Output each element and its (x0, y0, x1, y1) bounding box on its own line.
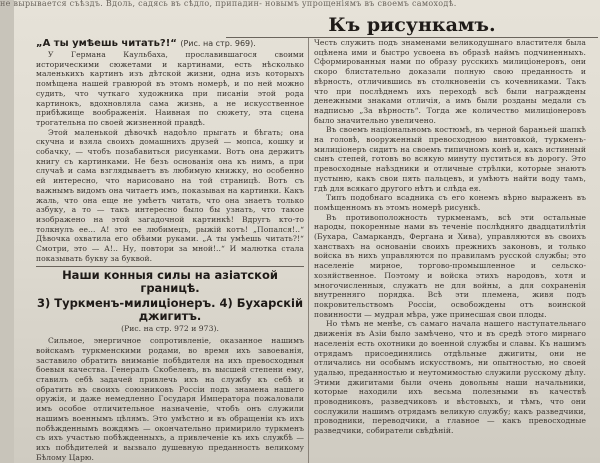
section-heading: Къ рисункамъ. (226, 13, 598, 38)
paragraph: У Германа Каульбаха, прославившагося своими историческими сюжетами и картинами, есть нѣсколько маленькихъ картинъ изъ дѣтской жизни, одна изъ которыхъ помѣщена нашей гравюрой въ этомъ номерѣ, и по ней можно судить, что чуткаго художника при писаніи этой рода картинокъ, вдохновляла сама жизнь, а не искусственное прибѣжище воображенія. Наивная по сюжету, эта сцена трогательна по своей жизненной правдѣ. (36, 50, 304, 127)
article-title-reading (36, 38, 304, 50)
left-column (36, 38, 304, 463)
article-subtitle-cavalry: 3) Туркменъ-милиціонеръ. 4) Бухарскій джигитъ. (36, 296, 304, 324)
paragraph: Типъ подобнаго всадника съ его конемъ вѣрно выраженъ въ помѣщенномъ въ этомъ номерѣ рисункѣ. (314, 193, 586, 212)
right-column (314, 38, 586, 463)
column-divider (308, 38, 309, 463)
paragraph: Сильное, энергичное сопротивленіе, оказанное нашимъ войскамъ туркменскими родами, во время ихъ завоеванія, заставило обратить вниманіе побѣдителя на ихъ превосходныя боевыя качества. Генералъ Скобелевъ, въ высшей степени ему, ставилъ себѣ задачей привлечь ихъ на службу къ себѣ и обратить въ своихъ союзниковъ Россіи подъ знамена нашего оружія, и даже немедленно Государя Императора пожаловали имъ особое отличительное назначеніе, чтобъ онъ служили нашимъ военнымъ цѣлямъ. Это умѣстно и въ обращеніи къ ихъ побѣжденнымъ вождямъ — окончательно примирило туркменъ съ ихъ участью побѣжденныхъ, а привлеченіе къ ихъ службѣ — ихъ побѣдителей и вызвало душевную преданность великому Бѣлому Царю. (36, 336, 304, 462)
paragraph: Этой маленькой дѣвочкѣ надоѣло прыгать и бѣгать; она скучна и взяла своихъ домашнихъ друзей — мопса, кошку и собачку, — чтобъ позабавиться рисунками. Вотъ она держитъ книгу съ картинками. Не безъ основанія она къ нимъ, а при случаѣ и сама взглядываетъ въ любимую книжку, но особенно ей интересно, что нарисовано на той страницѣ. Вотъ съ важнымъ видомъ она читаетъ имъ, показывая на картинки. Какъ жаль, что она еще не умѣетъ читать, что она знаетъ только азбуку, а то — такъ интересно было бы узнать, что такое изображено на этой загадочной картинкѣ! Вдругъ кто-то толкнулъ ее... А! это ее любимецъ, рыжій котъ! „Попался!..“ Дѣвочка охватила его обѣими руками. „А ты умѣешь читать?!“ Смотри, это — А!.. Ну, повтори за мной!..“ И малютка стала показывать букву за буквой. (36, 127, 304, 263)
page-left-edge (0, 0, 14, 463)
article-title-cavalry: Наши конныя силы на азіатской границѣ. (62, 268, 278, 296)
paragraph: Въ противоположность туркменамъ, всѣ эти остальные народы, покоренные нами въ теченіе послѣдняго двадцатилѣтія (Бухара, Самаркандъ, Фергана и Хива), управляются въ своихъ ханствахъ на основаніи своихъ прежнихъ законовъ, и только войска въ нихъ управляются по правиламъ русской службы; это населеніе мирное, торгово-промышленное и сельско-хозяйственное. Поэтому и войска этихъ народовъ, хотя и многочисленныя, служатъ не для войны, а для сохраненія внутренняго порядка. Всѣ эти племена, живя подъ покровительствомъ Россіи, освобождены отъ воинской повинности — мудрая мѣра, уже принесшая свои плоды. (314, 212, 586, 319)
paragraph: Въ своемъ національномъ костюмѣ, въ черной бараньей шапкѣ на головѣ, вооруженный превосходною винтовкой, туркменъ-милиціонеръ сидитъ на своемъ типичномъ конѣ и, какъ истинный сынъ степей, готовъ во всякую минуту пуститься въ дорогу. Это превосходные наѣздники и отличные стрѣлки, которые знаютъ пустыню, какъ свои пять пальцевъ, и умѣютъ найти воду тамъ, гдѣ для всякаго другого нѣтъ и слѣда ея. (314, 125, 586, 193)
paragraph: Честь служить подъ знаменами великодушнаго властителя была оцѣнена ими и быстро усвоена въ образѣ наймъ подчиненныхъ. Сформированныя нами по образу русскихъ милиціонеровъ, они скоро блистательно доказали полную свою преданность и вѣрность, отличившись въ столкновеніи съ кочевниками. Такъ что при послѣднемъ ихъ переходѣ всѣ были награждены денежными знаками отличія, а имъ были розданы медали съ надписью „За вѣрность“. Тогда же количество милиціонеровъ было значительно увеличено. (314, 38, 586, 125)
previous-page-fragment: не вырывается съѣздъ. Вдоль, садясь въ сѣдло, припадин- новымъ упрощеніямъ въ своемъ самоходѣ. (0, 0, 457, 8)
article-ref: (Рис. на стр. 969). (180, 39, 256, 48)
paragraph: Но тѣмъ не менѣе, съ самаго начала нашего наступательнаго движенія въ Азіи было замѣчено, что и въ средѣ этого мирнаго населенія есть охотники до военной службы и славы. Къ нашимъ отрядамъ присоединялись отдѣльные джигиты, они не отличались ни особымъ искусствомъ, ни опытностью, но своей удалью, преданностью и неутомимостью служили русскому дѣлу. Этими джигитами были очень довольны наши начальники, которые находили ихъ весьма полезными въ качествѣ проводниковъ, разведчиковъ и вѣстовыхъ, и тѣмъ, что они сослужили нашимъ отрядамъ великую службу; какъ разведчики, проводники, переводчики, а главное — какъ превосходные разведчики, собиратели свѣдѣній. (314, 319, 586, 436)
article-ref: (Рис. на стр. 972 и 973). (121, 324, 219, 334)
article-title-text: „А ты умѣешь читать?!“ (36, 38, 177, 49)
section-divider (36, 266, 304, 267)
